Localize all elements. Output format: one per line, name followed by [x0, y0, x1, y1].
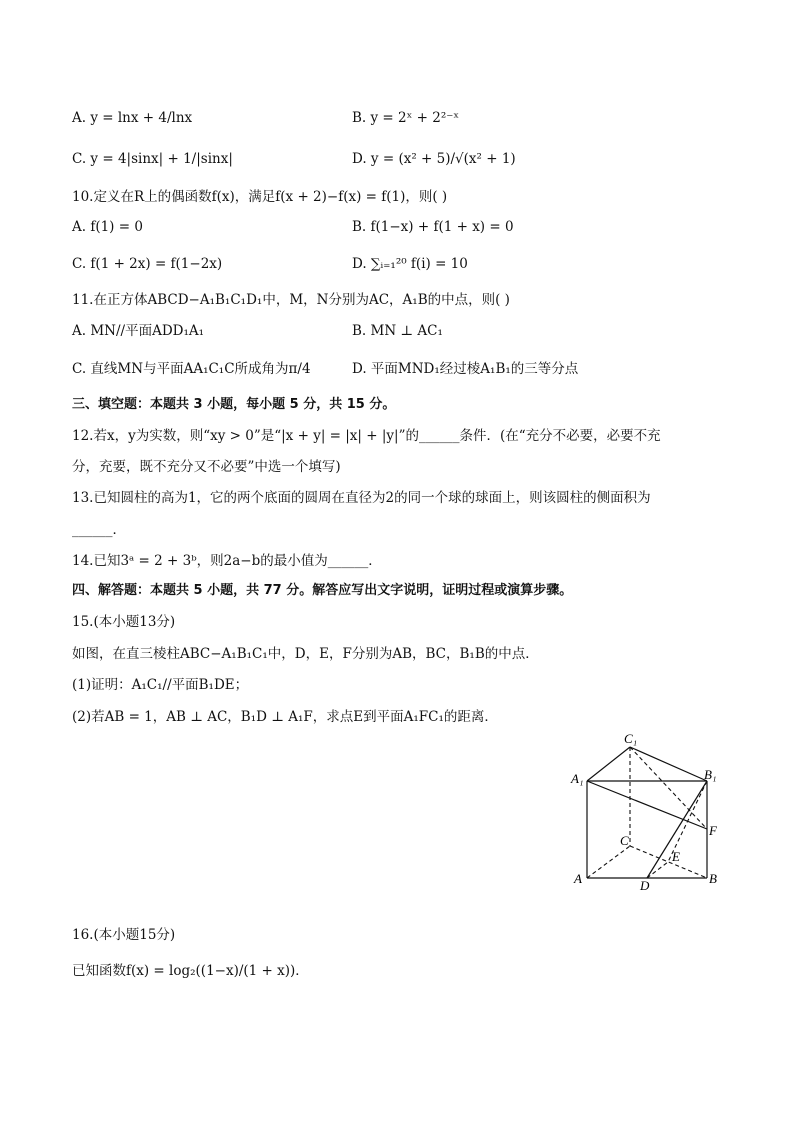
q10-option-d: D. ∑ᵢ₌₁²⁰ f(i) = 10: [352, 256, 468, 272]
q14-stem: 14.已知3ᵃ = 2 + 3ᵇ，则2a−b的最小值为______．: [72, 553, 382, 569]
section-3-heading: 三、填空题：本题共 3 小题，每小题 5 分，共 15 分。: [72, 397, 396, 412]
label-c: C: [620, 833, 629, 848]
q9-option-c: C. y = 4|sinx| + 1/|sinx|: [72, 151, 233, 167]
q15-stem: 如图，在直三棱柱ABC−A₁B₁C₁中，D，E，F分别为AB，BC，B₁B的中点．: [72, 646, 539, 662]
label-d: D: [640, 878, 650, 893]
q9-option-b: B. y = 2ˣ + 2²⁻ˣ: [352, 110, 460, 126]
label-a1: A₁: [571, 771, 584, 786]
q13-line-2: ______．: [72, 522, 126, 538]
q11-option-a: A. MN//平面ADD₁A₁: [72, 323, 205, 339]
label-a: A: [574, 871, 582, 886]
q15-part-2: (2)若AB = 1，AB ⊥ AC，B₁D ⊥ A₁F，求点E到平面A₁FC₁的距离．: [72, 709, 498, 725]
q11-stem: 11.在正方体ABCD−A₁B₁C₁D₁中，M，N分别为AC，A₁B的中点，则( ): [72, 292, 510, 308]
section-4-heading: 四、解答题：本题共 5 小题，共 77 分。解答应写出文字说明，证明过程或演算步骤。: [72, 583, 573, 598]
q10-option-b: B. f(1−x) + f(1 + x) = 0: [352, 219, 514, 235]
label-b: B: [709, 871, 717, 886]
q16-header: 16.(本小题15分): [72, 927, 176, 943]
q9-option-d: D. y = (x² + 5)/√(x² + 1): [352, 151, 516, 167]
label-b1: B₁: [704, 767, 717, 782]
label-e: E: [672, 849, 680, 864]
q12-line-1: 12.若x，y为实数，则“xy > 0”是“|x + y| = |x| + |y|”的______条件．(在“充分不必要，必要不充: [72, 428, 661, 444]
label-f: F: [709, 823, 717, 838]
q11-option-d: D. 平面MND₁经过棱A₁B₁的三等分点: [352, 361, 579, 377]
q13-line-1: 13.已知圆柱的高为1，它的两个底面的圆周在直径为2的同一个球的球面上，则该圆柱的侧面积为: [72, 490, 651, 506]
q10-option-a: A. f(1) = 0: [72, 219, 143, 235]
q11-option-b: B. MN ⊥ AC₁: [352, 323, 443, 339]
q9-option-a: A. y = lnx + 4/lnx: [72, 110, 193, 126]
q12-line-2: 分，充要，既不充分又不必要”中选一个填写): [72, 459, 341, 475]
q15-header: 15.(本小题13分): [72, 614, 176, 630]
label-c1: C₁: [624, 731, 638, 746]
q16-stem: 已知函数f(x) = log₂((1−x)/(1 + x))．: [72, 963, 309, 979]
prism-figure: [560, 725, 730, 895]
q11-option-c: C. 直线MN与平面AA₁C₁C所成角为π/4: [72, 361, 311, 377]
q15-part-1: (1)证明：A₁C₁//平面B₁DE；: [72, 677, 249, 693]
q10-option-c: C. f(1 + 2x) = f(1−2x): [72, 256, 223, 272]
q10-stem: 10.定义在R上的偶函数f(x)，满足f(x + 2)−f(x) = f(1)，则( ): [72, 189, 448, 205]
